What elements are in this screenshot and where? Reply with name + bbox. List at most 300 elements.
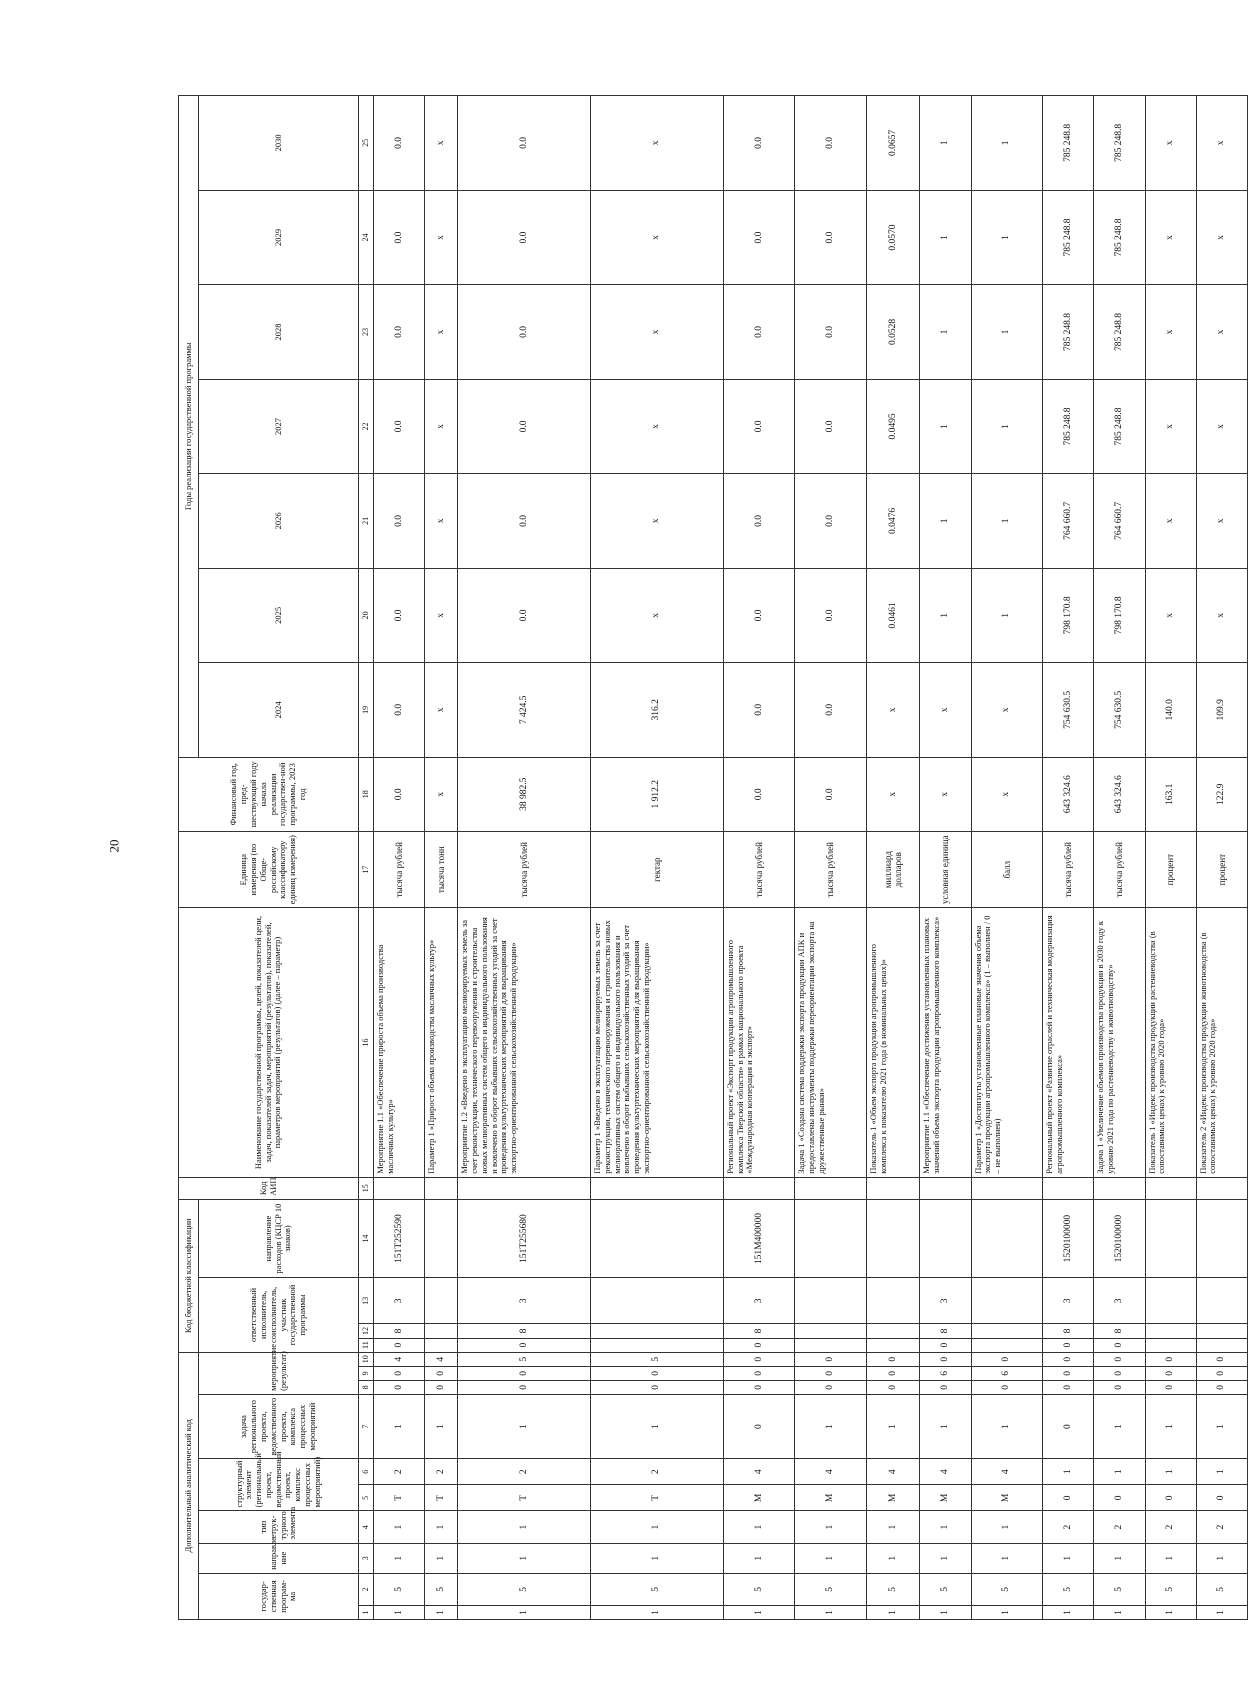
- unit-cell: тысяча тонн: [425, 831, 458, 907]
- code-cell: М: [866, 1485, 920, 1511]
- year-value-cell: 0.0: [458, 379, 591, 473]
- code-cell: 2: [425, 1459, 458, 1485]
- code-cell: 0: [866, 1380, 920, 1394]
- table-row: [458, 96, 591, 1620]
- aip-cell: [1196, 1177, 1247, 1199]
- code-cell: [795, 1324, 867, 1338]
- code-cell: 2: [374, 1459, 425, 1485]
- code-cell: 0: [374, 1380, 425, 1394]
- code-cell: 1: [971, 1394, 1043, 1458]
- code-cell: [1145, 1338, 1196, 1352]
- code-cell: 6: [971, 1366, 1043, 1380]
- code-cell: [971, 1338, 1043, 1352]
- aip-cell: [374, 1177, 425, 1199]
- code-cell: 1: [866, 1511, 920, 1543]
- column-index-cell: 3: [359, 1543, 374, 1573]
- code-cell: 1: [1196, 1459, 1247, 1485]
- year-value-cell: 0.0: [795, 190, 867, 284]
- year-2027-header: 2027: [199, 379, 359, 473]
- year-value-cell: 754 630.5: [1094, 663, 1145, 757]
- year-value-cell: 0.0: [795, 474, 867, 568]
- code-cell: 5: [1196, 1573, 1247, 1605]
- code-cell: [591, 1278, 724, 1324]
- code-cell: 0: [866, 1352, 920, 1366]
- year-value-cell: x: [425, 190, 458, 284]
- year-value-cell: 0.0: [374, 474, 425, 568]
- base-year-value-cell: 38 982.5: [458, 757, 591, 831]
- struct-header: структурный элемент (региональный проект, ведомственный проект, комплекс процессных мероприятий): [199, 1459, 359, 1511]
- code-cell: 2: [1094, 1511, 1145, 1543]
- code-cell: 1: [591, 1605, 724, 1619]
- code-cell: 0: [920, 1352, 971, 1366]
- year-value-cell: x: [425, 285, 458, 379]
- code-cell: 0: [723, 1394, 795, 1458]
- code-cell: 1: [591, 1511, 724, 1543]
- code-cell: 2: [591, 1459, 724, 1485]
- column-index-cell: 8: [359, 1380, 374, 1394]
- column-index-cell: 20: [359, 568, 374, 662]
- code-cell: 0: [795, 1366, 867, 1380]
- year-value-cell: 0.0495: [866, 379, 920, 473]
- year-value-cell: 0.0528: [866, 285, 920, 379]
- column-index-cell: 18: [359, 757, 374, 831]
- column-index-cell: 15: [359, 1177, 374, 1199]
- code-cell: 8: [458, 1324, 591, 1338]
- code-cell: 1: [1043, 1543, 1094, 1573]
- year-value-cell: 0.0: [374, 663, 425, 757]
- year-value-cell: 0.0476: [866, 474, 920, 568]
- column-index-cell: 7: [359, 1394, 374, 1458]
- year-value-cell: x: [1145, 379, 1196, 473]
- code-cell: 1: [1094, 1394, 1145, 1458]
- code-cell: М: [920, 1485, 971, 1511]
- years-title-header: Годы реализации государственной программы: [179, 96, 199, 758]
- kcsr-cell: 151Т252590: [374, 1199, 425, 1277]
- code-cell: 0: [374, 1338, 425, 1352]
- year-value-cell: x: [1145, 474, 1196, 568]
- code-cell: 8: [920, 1324, 971, 1338]
- year-value-cell: 764 660.7: [1043, 474, 1094, 568]
- code-cell: 5: [591, 1573, 724, 1605]
- kcsr-cell: [1196, 1199, 1247, 1277]
- unit-header: Единица измерения (по Обще-российскому классификатору единиц измерения): [179, 831, 359, 907]
- year-value-cell: 1: [971, 190, 1043, 284]
- year-value-cell: 0.0: [374, 96, 425, 191]
- column-index-cell: 19: [359, 663, 374, 757]
- code-cell: 3: [920, 1278, 971, 1324]
- year-value-cell: x: [1196, 190, 1247, 284]
- fin-year-header: Финансовый год, пред-шествующий году начала реализации государствен-ной программы, 2023 год: [179, 757, 359, 831]
- rotated-table-wrapper: [178, 95, 1248, 1620]
- code-cell: [795, 1278, 867, 1324]
- code-cell: 1: [591, 1543, 724, 1573]
- code-cell: [425, 1278, 458, 1324]
- code-cell: 0: [591, 1380, 724, 1394]
- code-cell: 8: [723, 1324, 795, 1338]
- code-cell: Т: [425, 1485, 458, 1511]
- name-cell: Показатель 2 «Индекс производства продукции животноводства (в сопоставимых ценах) к уровню 2020 года»: [1196, 908, 1247, 1177]
- year-value-cell: 798 170.8: [1094, 568, 1145, 662]
- gp-header: государ-ственная програм-ма: [199, 1573, 359, 1619]
- code-cell: 3: [458, 1278, 591, 1324]
- year-value-cell: 0.0: [795, 663, 867, 757]
- year-value-cell: 0.0657: [866, 96, 920, 191]
- program-table: [178, 95, 1248, 1620]
- column-index-cell: 22: [359, 379, 374, 473]
- code-cell: [866, 1278, 920, 1324]
- code-cell: 0: [795, 1352, 867, 1366]
- code-cell: 2: [458, 1459, 591, 1485]
- code-cell: 5: [1094, 1573, 1145, 1605]
- table-row: [591, 96, 724, 1620]
- budget-code-header: Код бюджетной классификации: [179, 1199, 199, 1352]
- column-index-cell: 23: [359, 285, 374, 379]
- code-cell: 1: [374, 1543, 425, 1573]
- year-value-cell: 0.0: [723, 663, 795, 757]
- code-cell: 5: [425, 1573, 458, 1605]
- year-value-cell: x: [1196, 474, 1247, 568]
- code-cell: 1: [920, 1605, 971, 1619]
- aip-cell: [1043, 1177, 1094, 1199]
- code-cell: 0: [1043, 1380, 1094, 1394]
- code-cell: 8: [1043, 1324, 1094, 1338]
- code-cell: 1: [1094, 1543, 1145, 1573]
- code-cell: 0: [1094, 1338, 1145, 1352]
- code-cell: 1: [866, 1543, 920, 1573]
- code-cell: 1: [425, 1394, 458, 1458]
- code-cell: 2: [1043, 1511, 1094, 1543]
- code-cell: 4: [425, 1352, 458, 1366]
- table-body: [374, 96, 1248, 1620]
- page-number: 20: [106, 839, 122, 853]
- aip-header: Код АИП: [179, 1177, 359, 1199]
- code-cell: 0: [1145, 1366, 1196, 1380]
- code-cell: 8: [1094, 1324, 1145, 1338]
- year-value-cell: 0.0: [458, 190, 591, 284]
- code-cell: 2: [1145, 1511, 1196, 1543]
- year-2025-header: 2025: [199, 568, 359, 662]
- year-value-cell: 0.0: [723, 96, 795, 191]
- year-value-cell: 785 248.8: [1043, 190, 1094, 284]
- unit-cell: условная единица: [920, 831, 971, 907]
- code-cell: 0: [1094, 1366, 1145, 1380]
- year-2026-header: 2026: [199, 474, 359, 568]
- year-value-cell: x: [425, 474, 458, 568]
- code-cell: 6: [920, 1366, 971, 1380]
- code-cell: 2: [1196, 1511, 1247, 1543]
- column-index-cell: 12: [359, 1324, 374, 1338]
- column-index-cell: 1: [359, 1605, 374, 1619]
- column-index-cell: 24: [359, 190, 374, 284]
- code-cell: 5: [1043, 1573, 1094, 1605]
- year-value-cell: 1: [920, 190, 971, 284]
- year-value-cell: 785 248.8: [1043, 285, 1094, 379]
- code-cell: Т: [458, 1485, 591, 1511]
- base-year-value-cell: x: [866, 757, 920, 831]
- code-cell: 8: [374, 1324, 425, 1338]
- year-2030-header: 2030: [199, 96, 359, 191]
- aip-cell: [723, 1177, 795, 1199]
- code-cell: 1: [1145, 1459, 1196, 1485]
- code-cell: 1: [1043, 1605, 1094, 1619]
- year-value-cell: x: [591, 379, 724, 473]
- year-value-cell: 798 170.8: [1043, 568, 1094, 662]
- year-value-cell: 0.0570: [866, 190, 920, 284]
- code-cell: 1: [1196, 1605, 1247, 1619]
- code-cell: 1: [1094, 1605, 1145, 1619]
- column-index-cell: 5: [359, 1485, 374, 1511]
- code-cell: 5: [971, 1573, 1043, 1605]
- code-cell: 1: [1145, 1605, 1196, 1619]
- code-cell: [425, 1338, 458, 1352]
- kcsr-cell: [1145, 1199, 1196, 1277]
- code-cell: 1: [374, 1394, 425, 1458]
- code-cell: 0: [971, 1352, 1043, 1366]
- name-cell: Задача 1 «Увеличение объемов производства продукции в 2030 году к уровню 2021 года по растениеводству и животноводству»: [1094, 908, 1145, 1177]
- code-cell: 0: [795, 1380, 867, 1394]
- year-value-cell: 785 248.8: [1094, 379, 1145, 473]
- year-value-cell: 785 248.8: [1094, 96, 1145, 191]
- code-cell: 5: [920, 1573, 971, 1605]
- aip-cell: [425, 1177, 458, 1199]
- exp-header: направление расходов (КЦСР 10 знаков): [199, 1199, 359, 1277]
- code-cell: 0: [591, 1366, 724, 1380]
- year-value-cell: 0.0: [795, 379, 867, 473]
- table-row: [374, 96, 425, 1620]
- year-value-cell: x: [1196, 96, 1247, 191]
- name-cell: Мероприятие 1.1 «Обеспечение прироста объема производства масличных культур»: [374, 908, 425, 1177]
- code-cell: 4: [971, 1459, 1043, 1485]
- kcsr-cell: [971, 1199, 1043, 1277]
- column-index-cell: 11: [359, 1338, 374, 1352]
- code-cell: 4: [374, 1352, 425, 1366]
- year-value-cell: 140.0: [1145, 663, 1196, 757]
- year-value-cell: x: [1196, 568, 1247, 662]
- code-cell: 1: [1043, 1459, 1094, 1485]
- kcsr-cell: [920, 1199, 971, 1277]
- aip-cell: [1094, 1177, 1145, 1199]
- code-cell: 1: [458, 1605, 591, 1619]
- base-year-value-cell: x: [425, 757, 458, 831]
- code-cell: [1145, 1278, 1196, 1324]
- unit-cell: процент: [1196, 831, 1247, 907]
- column-index-cell: 10: [359, 1352, 374, 1366]
- kcsr-cell: [795, 1199, 867, 1277]
- code-cell: 1: [425, 1511, 458, 1543]
- year-value-cell: x: [920, 663, 971, 757]
- table-row: [795, 96, 867, 1620]
- aip-cell: [1145, 1177, 1196, 1199]
- code-cell: [795, 1338, 867, 1352]
- table-row: [425, 96, 458, 1620]
- code-cell: 0: [1196, 1352, 1247, 1366]
- column-index-cell: 21: [359, 474, 374, 568]
- code-cell: 0: [1043, 1338, 1094, 1352]
- code-cell: 0: [1145, 1352, 1196, 1366]
- kcsr-cell: 1520100000: [1094, 1199, 1145, 1277]
- code-cell: 1: [971, 1605, 1043, 1619]
- code-cell: [971, 1324, 1043, 1338]
- base-year-value-cell: 163.1: [1145, 757, 1196, 831]
- code-cell: 0: [723, 1380, 795, 1394]
- year-value-cell: 0.0: [795, 285, 867, 379]
- code-cell: 0: [1196, 1380, 1247, 1394]
- name-cell: Региональный проект «Экспорт продукции агропромышленного комплекса Тверской области» в рамках национального проекта «Международная кооперация и экспорт»: [723, 908, 795, 1177]
- name-cell: Параметр 1 «Введено в эксплуатацию мелиорируемых земель за счет реконструкции, технического перевооружения и строительства новых мелиоративных систем общего и индивидуального пользования и вовлечено в оборот выбывших сельскохозяйственных угодий за счет проведения культуртехнических мероприятий для выращивания экспортно-ориентированной сельскохозяйственной продукции»: [591, 908, 724, 1177]
- code-cell: 0: [1043, 1394, 1094, 1458]
- code-cell: [425, 1324, 458, 1338]
- aip-cell: [971, 1177, 1043, 1199]
- base-year-value-cell: 0.0: [374, 757, 425, 831]
- year-2024-header: 2024: [199, 663, 359, 757]
- year-value-cell: 0.0: [723, 285, 795, 379]
- code-cell: М: [723, 1485, 795, 1511]
- year-value-cell: 0.0: [374, 190, 425, 284]
- resp-header: ответственный исполнитель, соисполнитель, участник государственной программы: [199, 1278, 359, 1352]
- year-value-cell: x: [1145, 285, 1196, 379]
- unit-cell: тысяча рублей: [458, 831, 591, 907]
- kcsr-cell: 151М400000: [723, 1199, 795, 1277]
- base-year-value-cell: 643 324.6: [1094, 757, 1145, 831]
- code-cell: 1: [1145, 1394, 1196, 1458]
- year-value-cell: x: [425, 379, 458, 473]
- code-cell: 0: [1196, 1366, 1247, 1380]
- column-index-cell: 2: [359, 1573, 374, 1605]
- code-cell: 0: [425, 1366, 458, 1380]
- year-value-cell: 785 248.8: [1043, 379, 1094, 473]
- table-row: [1145, 96, 1196, 1620]
- unit-cell: балл: [971, 831, 1043, 907]
- year-value-cell: 1: [971, 96, 1043, 191]
- kcsr-cell: [425, 1199, 458, 1277]
- name-cell: Показатель 1 «Объем экспорта продукции агропромышленного комплекса к показателю 2021 года (в номинальных ценах)»: [866, 908, 920, 1177]
- aip-cell: [591, 1177, 724, 1199]
- year-value-cell: x: [1145, 568, 1196, 662]
- year-value-cell: x: [425, 663, 458, 757]
- year-value-cell: 1: [920, 96, 971, 191]
- code-cell: 1: [723, 1511, 795, 1543]
- code-cell: 0: [425, 1380, 458, 1394]
- code-cell: 5: [458, 1573, 591, 1605]
- year-value-cell: x: [591, 568, 724, 662]
- code-cell: 4: [866, 1459, 920, 1485]
- year-value-cell: 0.0: [458, 474, 591, 568]
- year-value-cell: 785 248.8: [1094, 190, 1145, 284]
- unit-cell: тысяча рублей: [1094, 831, 1145, 907]
- name-cell: Параметр 1 «Прирост объема производства масличных культур»: [425, 908, 458, 1177]
- year-value-cell: 0.0: [374, 285, 425, 379]
- table-row: [1094, 96, 1145, 1620]
- year-value-cell: 785 248.8: [1094, 285, 1145, 379]
- year-value-cell: x: [425, 568, 458, 662]
- unit-cell: тысяча рублей: [374, 831, 425, 907]
- aip-cell: [920, 1177, 971, 1199]
- name-header: Наименование государственной программы, целей, показателей цели, задач, показателей задач, мероприятий (результатов), показателей, параметров мероприятий (результатов) (далее – параметр): [179, 908, 359, 1177]
- code-cell: 1: [1094, 1459, 1145, 1485]
- code-cell: [1196, 1278, 1247, 1324]
- code-cell: 1: [374, 1605, 425, 1619]
- code-cell: 0: [920, 1380, 971, 1394]
- name-cell: Задача 1 «Создана система поддержки экспорта продукции АПК и предоставлены инструменты поддержки переориентации экспорта на дружественные рынки»: [795, 908, 867, 1177]
- code-cell: 1: [458, 1394, 591, 1458]
- code-cell: 3: [1094, 1278, 1145, 1324]
- base-year-value-cell: 643 324.6: [1043, 757, 1094, 831]
- column-index-cell: 9: [359, 1366, 374, 1380]
- unit-cell: тысяча рублей: [795, 831, 867, 907]
- year-value-cell: x: [591, 190, 724, 284]
- code-cell: [866, 1324, 920, 1338]
- year-value-cell: 0.0: [795, 568, 867, 662]
- column-index-cell: 25: [359, 96, 374, 191]
- code-cell: 1: [425, 1543, 458, 1573]
- column-index-cell: 6: [359, 1459, 374, 1485]
- code-cell: Т: [374, 1485, 425, 1511]
- year-value-cell: 764 660.7: [1094, 474, 1145, 568]
- kcsr-cell: [591, 1199, 724, 1277]
- code-cell: [1145, 1324, 1196, 1338]
- code-cell: 1: [920, 1394, 971, 1458]
- year-value-cell: 109.9: [1196, 663, 1247, 757]
- table-row: [1196, 96, 1247, 1620]
- code-cell: 1: [425, 1605, 458, 1619]
- code-cell: 1: [920, 1511, 971, 1543]
- year-value-cell: 0.0: [723, 379, 795, 473]
- table-row: [1043, 96, 1094, 1620]
- year-2028-header: 2028: [199, 285, 359, 379]
- code-cell: 5: [866, 1573, 920, 1605]
- code-cell: [1196, 1324, 1247, 1338]
- year-value-cell: 1: [971, 474, 1043, 568]
- code-cell: 1: [866, 1605, 920, 1619]
- code-cell: 0: [1043, 1485, 1094, 1511]
- column-index-cell: 13: [359, 1278, 374, 1324]
- code-cell: 1: [458, 1543, 591, 1573]
- year-value-cell: x: [1196, 285, 1247, 379]
- code-cell: 0: [920, 1338, 971, 1352]
- unit-cell: гектар: [591, 831, 724, 907]
- code-cell: 4: [723, 1459, 795, 1485]
- year-value-cell: x: [591, 96, 724, 191]
- code-cell: 0: [723, 1366, 795, 1380]
- column-index-cell: 17: [359, 831, 374, 907]
- year-value-cell: 1: [971, 568, 1043, 662]
- code-cell: 1: [458, 1511, 591, 1543]
- year-value-cell: x: [591, 474, 724, 568]
- code-cell: 1: [723, 1543, 795, 1573]
- unit-cell: тысяча рублей: [1043, 831, 1094, 907]
- year-value-cell: x: [591, 285, 724, 379]
- code-cell: 3: [723, 1278, 795, 1324]
- name-cell: Мероприятие 1.2 «Введено в эксплуатацию мелиорируемых земель за счет реконструкции, технического перевооружения и строительства новых мелиоративных систем общего и индивидуального пользования и вовлечено в оборот выбывших сельскохозяйственных угодий за счет проведения культуртехнических мероприятий для выращивания экспортно-ориентированной сельскохозяйственной продукции»: [458, 908, 591, 1177]
- year-value-cell: x: [866, 663, 920, 757]
- code-cell: М: [971, 1485, 1043, 1511]
- name-cell: Мероприятие 1.1 «Обеспечение достижения установленных плановых значений объема экспорта продукции агропромышленного комплекса»: [920, 908, 971, 1177]
- code-cell: 5: [795, 1573, 867, 1605]
- code-cell: 5: [723, 1573, 795, 1605]
- year-value-cell: 0.0: [723, 190, 795, 284]
- year-value-cell: 1: [920, 568, 971, 662]
- code-cell: 0: [458, 1380, 591, 1394]
- kcsr-cell: [866, 1199, 920, 1277]
- aip-cell: [866, 1177, 920, 1199]
- year-value-cell: 1: [971, 285, 1043, 379]
- code-cell: 5: [458, 1352, 591, 1366]
- code-cell: [971, 1278, 1043, 1324]
- year-value-cell: 0.0: [374, 379, 425, 473]
- table-row: [723, 96, 795, 1620]
- code-cell: Т: [591, 1485, 724, 1511]
- napr-header: направле-ние: [199, 1543, 359, 1573]
